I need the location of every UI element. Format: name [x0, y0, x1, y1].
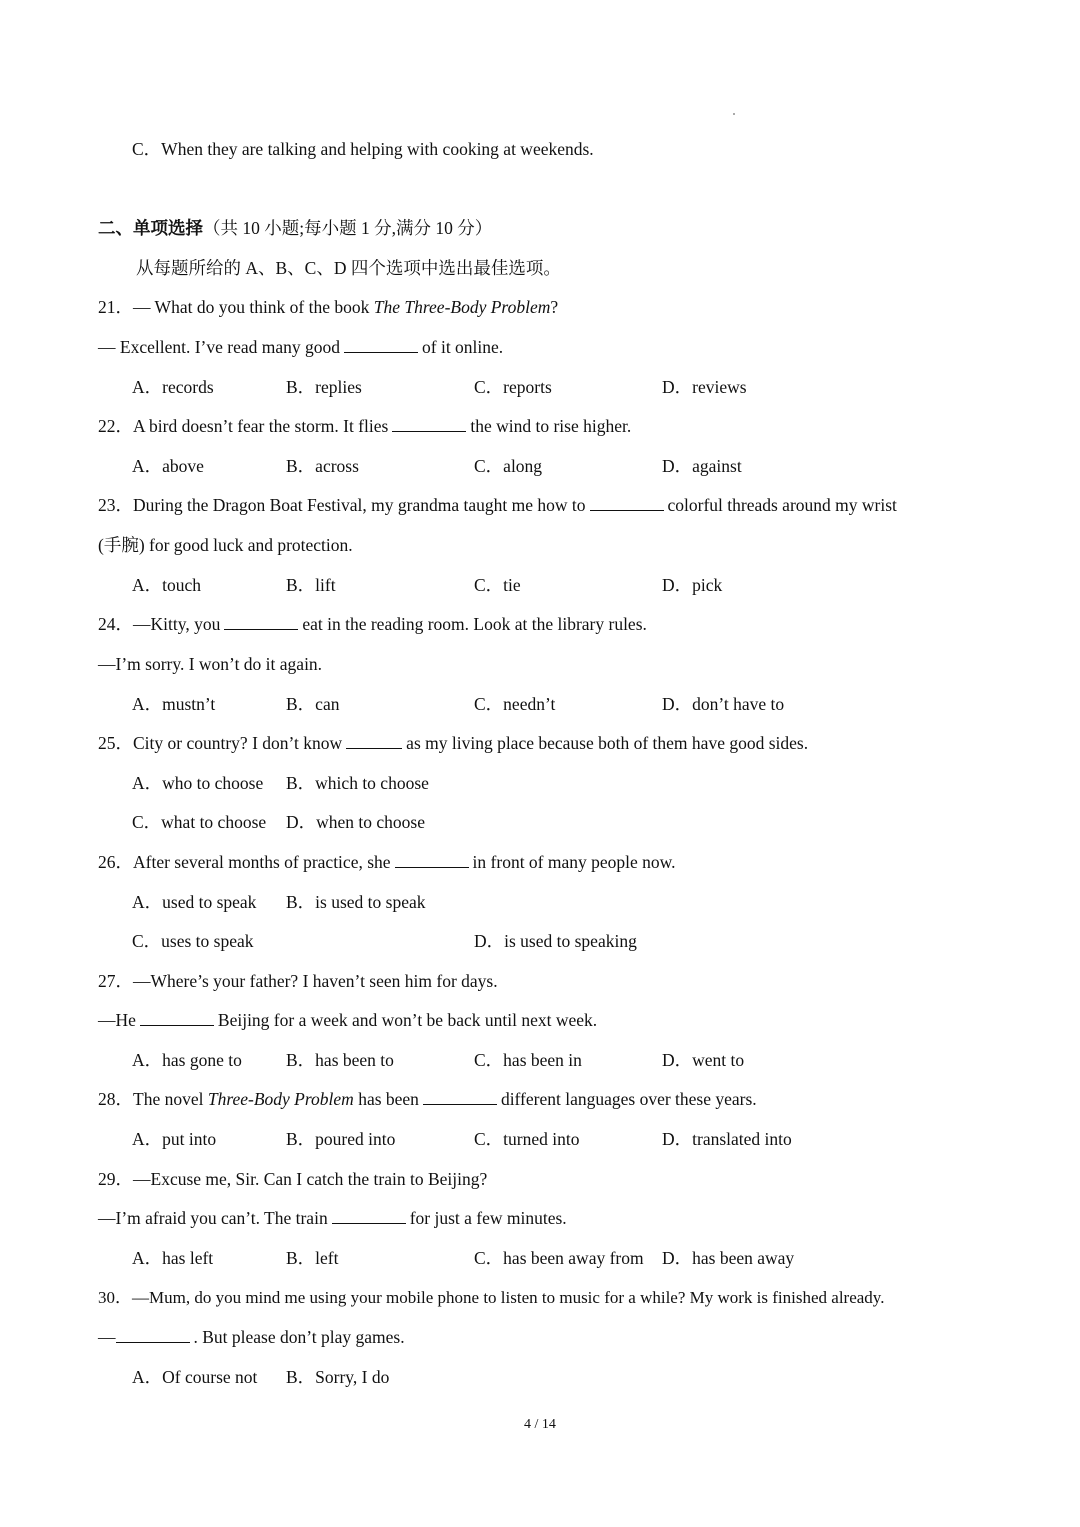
answer-blank[interactable]: [346, 731, 402, 749]
option-a[interactable]: A．put into: [132, 1129, 217, 1149]
answer-blank[interactable]: [395, 850, 469, 868]
book-title: The Three-Body Problem: [373, 297, 551, 317]
question-number: 21．: [98, 297, 133, 317]
question-number: 26．: [98, 852, 133, 872]
scan-dot: [733, 113, 735, 115]
question-23: 23．During the Dragon Boat Festival, my grandma taught me how to colorful threads around my wrist: [98, 495, 897, 515]
option-c[interactable]: C．uses to speak: [132, 931, 254, 951]
option-c[interactable]: C．has been in: [474, 1050, 582, 1070]
option-c[interactable]: C．reports: [474, 377, 552, 397]
question-21: 21．— What do you think of the book The Three-Body Problem?: [98, 297, 559, 317]
option-d[interactable]: D．against: [662, 456, 742, 476]
option-b[interactable]: B．poured into: [286, 1129, 396, 1149]
question-number: 29．: [98, 1169, 133, 1189]
option-d[interactable]: D．pick: [662, 575, 723, 595]
option-d[interactable]: D．reviews: [662, 377, 747, 397]
option-c[interactable]: C．turned into: [474, 1129, 580, 1149]
option-a[interactable]: A．touch: [132, 575, 202, 595]
option-d[interactable]: D．went to: [662, 1050, 745, 1070]
question-27-reply: —He Beijing for a week and won’t be back until next week.: [98, 1010, 598, 1030]
option-d[interactable]: D．don’t have to: [662, 694, 785, 714]
question-27: 27．—Where’s your father? I haven’t seen him for days.: [98, 971, 498, 991]
option-c[interactable]: C．along: [474, 456, 543, 476]
question-29: 29．—Excuse me, Sir. Can I catch the train to Beijing?: [98, 1169, 488, 1189]
question-number: 25．: [98, 733, 133, 753]
question-22: 22．A bird doesn’t fear the storm. It flies the wind to rise higher.: [98, 416, 632, 436]
option-a[interactable]: A．Of course not: [132, 1367, 258, 1387]
answer-blank[interactable]: [332, 1206, 406, 1224]
option-c[interactable]: C．tie: [474, 575, 521, 595]
question-25: 25．City or country? I don’t know as my living place because both of them have good sides.: [98, 733, 809, 753]
question-number: 22．: [98, 416, 133, 436]
option-b[interactable]: B．can: [286, 694, 340, 714]
question-24: 24．—Kitty, you eat in the reading room. Look at the library rules.: [98, 614, 647, 634]
option-b[interactable]: B．replies: [286, 377, 362, 397]
option-b[interactable]: B．lift: [286, 575, 336, 595]
question-28: 28．The novel Three-Body Problem has been different languages over these years.: [98, 1089, 757, 1109]
question-26: 26．After several months of practice, she in front of many people now.: [98, 852, 676, 872]
option-a[interactable]: A．mustn’t: [132, 694, 216, 714]
answer-blank[interactable]: [224, 612, 298, 630]
question-number: 30．: [98, 1288, 132, 1307]
answer-blank[interactable]: [423, 1087, 497, 1105]
option-a[interactable]: A．above: [132, 456, 204, 476]
option-c[interactable]: C．needn’t: [474, 694, 556, 714]
option-d[interactable]: D．has been away: [662, 1248, 795, 1268]
option-b[interactable]: B．is used to speak: [286, 892, 426, 912]
question-30: 30．—Mum, do you mind me using your mobile phone to listen to music for a while? My work is finished already.: [98, 1288, 885, 1307]
page-number: 4 / 14: [524, 1417, 556, 1432]
option-c[interactable]: C．has been away from: [474, 1248, 644, 1268]
question-number: 23．: [98, 495, 133, 515]
question-number: 28．: [98, 1089, 133, 1109]
option-a[interactable]: A．records: [132, 377, 214, 397]
question-number: 27．: [98, 971, 133, 991]
question-30-reply: — . But please don’t play games.: [98, 1327, 405, 1347]
question-21-reply: — Excellent. I’ve read many good of it online.: [98, 337, 504, 357]
option-b[interactable]: B．left: [286, 1248, 339, 1268]
book-title: Three-Body Problem: [207, 1089, 354, 1109]
answer-blank[interactable]: [140, 1008, 214, 1026]
option-d[interactable]: D．translated into: [662, 1129, 792, 1149]
answer-blank[interactable]: [590, 493, 664, 511]
question-23-continued: (手腕) for good luck and protection.: [98, 535, 353, 555]
answer-blank[interactable]: [392, 414, 466, 432]
option-a[interactable]: A．has left: [132, 1248, 214, 1268]
section-meta: （共 10 小题;每小题 1 分,满分 10 分）: [203, 218, 493, 238]
option-a[interactable]: A．who to choose: [132, 773, 264, 793]
option-c[interactable]: C．what to choose: [132, 812, 267, 832]
option-a[interactable]: A．has gone to: [132, 1050, 242, 1070]
answer-blank[interactable]: [344, 335, 418, 353]
answer-blank[interactable]: [116, 1325, 190, 1343]
section-instruction: 从每题所给的 A、B、C、D 四个选项中选出最佳选项。: [136, 258, 561, 278]
question-24-reply: —I’m sorry. I won’t do it again.: [98, 654, 323, 674]
option-a[interactable]: A．used to speak: [132, 892, 257, 912]
option-b[interactable]: B．across: [286, 456, 359, 476]
option-b[interactable]: B．Sorry, I do: [286, 1367, 390, 1387]
option-b[interactable]: B．which to choose: [286, 773, 429, 793]
question-number: 24．: [98, 614, 133, 634]
section-title: 二、单项选择: [98, 218, 203, 238]
option-d[interactable]: D．is used to speaking: [474, 931, 637, 951]
option-c-prev-question: C．When they are talking and helping with cooking at weekends.: [132, 139, 594, 159]
question-29-reply: —I’m afraid you can’t. The train for just a few minutes.: [98, 1208, 567, 1228]
option-b[interactable]: B．has been to: [286, 1050, 394, 1070]
section-heading: [98, 216, 492, 240]
option-d[interactable]: D．when to choose: [286, 812, 426, 832]
